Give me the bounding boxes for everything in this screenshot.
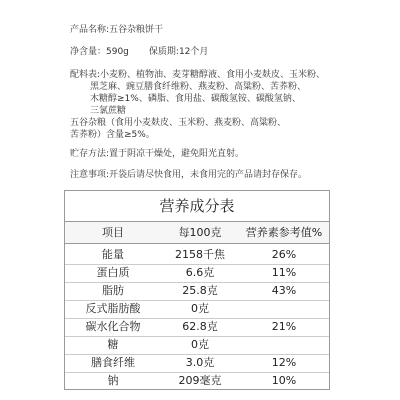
row-value: 3.0克 bbox=[185, 356, 215, 369]
table-row bbox=[65, 245, 329, 265]
row-nrv bbox=[239, 335, 329, 354]
net-content: 净含量：590g bbox=[70, 47, 129, 57]
row-name: 蛋白质 bbox=[96, 266, 130, 279]
table-row bbox=[65, 335, 329, 355]
nutrition-table bbox=[64, 190, 330, 390]
product-name: 产品名称:五谷杂粮饼干 bbox=[70, 25, 164, 35]
row-value: 25.8克 bbox=[182, 284, 218, 297]
net-content-line bbox=[70, 46, 208, 58]
nutrition-table-title: 营养成分表 bbox=[65, 191, 329, 222]
ingredients-line-6: 苦荞粉）含量≥5%。 bbox=[70, 130, 155, 140]
ingredients-line-5: 五谷杂粮（食用小麦麸皮、玉米粉、燕麦粉、高粱粉、 bbox=[70, 118, 287, 128]
ingredients-line-1: 配料表:小麦粉、植物油、麦芽糖醇液、食用小麦麸皮、玉米粉、 bbox=[70, 70, 326, 80]
row-nrv: 26% bbox=[271, 248, 297, 261]
table-row bbox=[65, 281, 329, 301]
row-value: 209毫克 bbox=[178, 374, 222, 387]
table-row bbox=[65, 263, 329, 283]
header-item: 项目 bbox=[102, 226, 124, 239]
ingredients-line-2: 黑芝麻、豌豆膳食纤维粉、燕麦粉、高粱粉、苦荞粉、 bbox=[90, 82, 307, 92]
nutrition-header-row bbox=[65, 222, 329, 244]
row-nrv: 11% bbox=[271, 266, 297, 279]
row-name: 能量 bbox=[102, 248, 124, 261]
row-name: 脂肪 bbox=[102, 284, 124, 297]
ingredients-line-4: 三氯蔗糖 bbox=[90, 106, 127, 116]
row-value: 0克 bbox=[191, 338, 209, 351]
table-row bbox=[65, 353, 329, 373]
header-nrv: 营养素参考值% bbox=[245, 226, 323, 239]
row-name: 碳水化合物 bbox=[85, 320, 141, 333]
row-value: 0克 bbox=[191, 302, 209, 315]
row-nrv: 43% bbox=[271, 284, 297, 297]
shelf-life: 保质期:12个月 bbox=[148, 47, 209, 57]
storage-method: 贮存方法:置于阴凉干燥处，避免阳光直射。 bbox=[70, 149, 245, 159]
row-nrv: 10% bbox=[271, 374, 297, 387]
row-value: 2158千焦 bbox=[175, 248, 225, 261]
ingredients-line-3: 木糖醇≥1%、磷脂、食用盐、碳酸氢铵、碳酸氢钠、 bbox=[90, 94, 301, 104]
row-value: 6.6克 bbox=[185, 266, 215, 279]
row-name: 反式脂肪酸 bbox=[85, 302, 141, 315]
row-name: 钠 bbox=[107, 374, 119, 387]
row-name: 膳食纤维 bbox=[91, 356, 135, 369]
table-row bbox=[65, 371, 329, 390]
header-per-100g: 每100克 bbox=[178, 226, 222, 239]
notice: 注意事项:开袋后请尽快食用，未食用完的产品请封存保存。 bbox=[70, 170, 308, 180]
row-nrv bbox=[239, 299, 329, 318]
table-row bbox=[65, 317, 329, 337]
table-row bbox=[65, 299, 329, 319]
row-nrv: 21% bbox=[271, 320, 297, 333]
row-name: 糖 bbox=[107, 338, 119, 351]
row-value: 62.8克 bbox=[182, 320, 218, 333]
row-nrv: 12% bbox=[271, 356, 297, 369]
